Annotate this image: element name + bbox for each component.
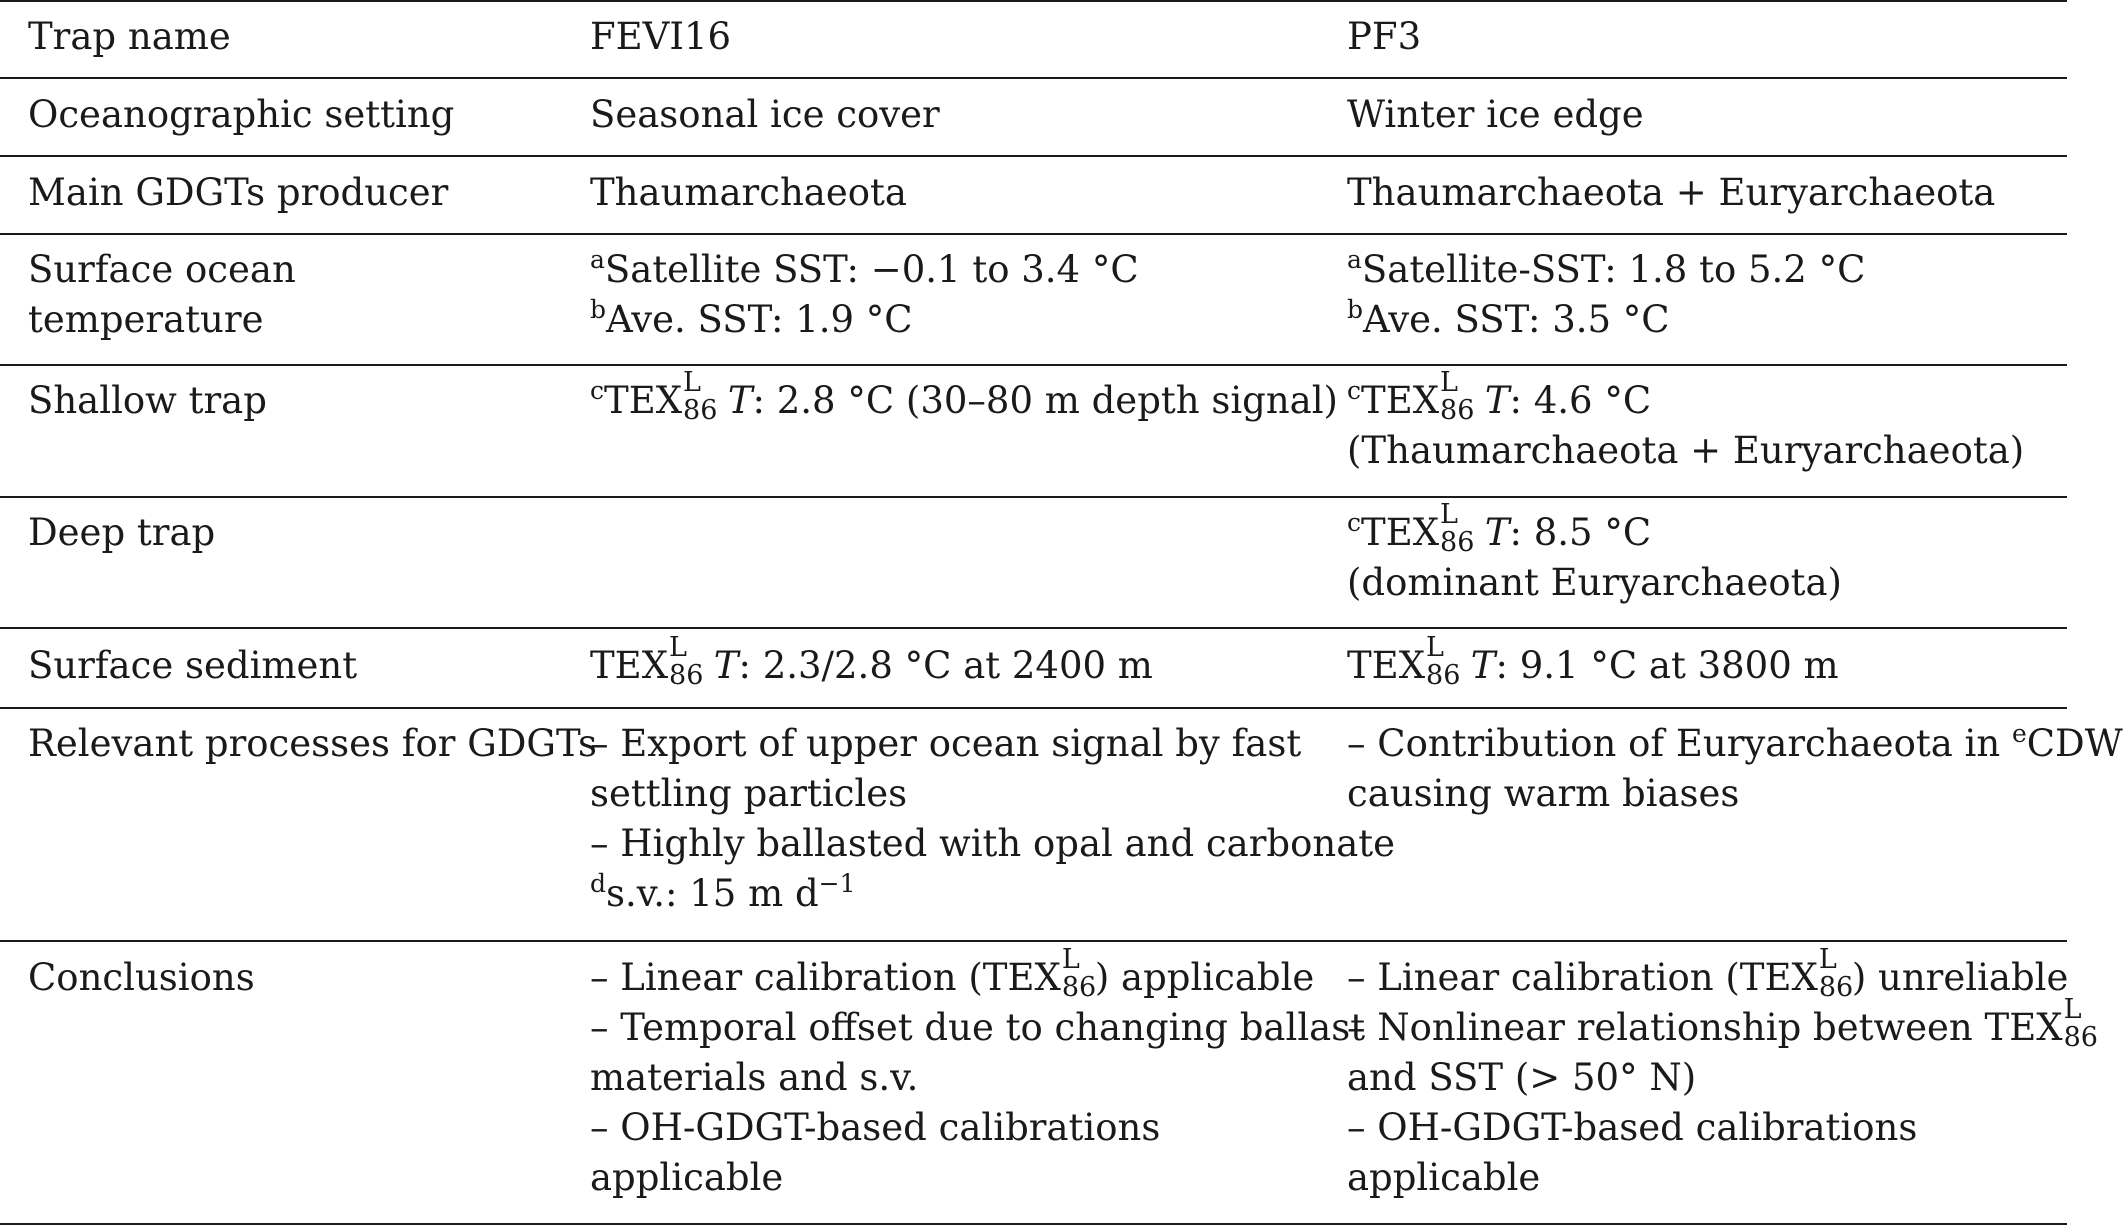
cell-text: ) unreliable [1851, 956, 2069, 999]
cell-fevi16 [590, 245, 1139, 345]
variable-t: T [1470, 644, 1496, 687]
row-label: Oceanographic setting [28, 93, 455, 136]
tex-sub: 86 [2063, 1022, 2098, 1053]
tex-sup: L [1440, 499, 1458, 530]
cell-line: – Temporal offset due to changing ballast [590, 1006, 1366, 1049]
cell-line [590, 632, 1153, 691]
cell-line [590, 367, 1338, 426]
footnote-mark: b [590, 295, 607, 324]
tex-index [1425, 632, 1461, 691]
row-label-line: Surface ocean [28, 248, 296, 291]
cell-text: CDW [2026, 722, 2123, 765]
footnote-mark: c [1347, 508, 1362, 537]
cell-text: Satellite SST: −0.1 to 3.4 °C [604, 248, 1139, 291]
cell-pf3 [1347, 245, 1865, 345]
row-label: Relevant processes for GDGTs [28, 722, 597, 765]
row-divider [0, 364, 2067, 366]
row-label-line: temperature [28, 298, 264, 341]
cell-line: – OH-GDGT-based calibrations [1347, 1106, 1918, 1149]
cell-fevi16 [590, 719, 1395, 919]
cell-text: s.v.: 15 m d [606, 872, 819, 915]
exponent: −1 [818, 869, 856, 898]
cell-text: – Contribution of Euryarchaeota in [1347, 722, 2012, 765]
header-fevi16: FEVI16 [590, 15, 732, 58]
footnote-mark: a [590, 245, 605, 274]
tex-sub: 86 [1818, 972, 1854, 1003]
tex-index [1439, 367, 1475, 426]
cell-line [1347, 719, 2123, 769]
row-divider [0, 155, 2067, 157]
tex-sup: L [683, 367, 701, 398]
cell-pf3 [1347, 367, 2025, 476]
row-label: Conclusions [28, 956, 255, 999]
row-divider [0, 940, 2067, 942]
row-label: Surface sediment [28, 644, 358, 687]
cell-line [1347, 994, 2098, 1053]
tex-symbol: TEX [1361, 379, 1440, 422]
cell-line [1347, 499, 1842, 558]
tex-index [1818, 944, 1854, 1003]
cell-text: : 2.3/2.8 °C at 2400 m [738, 644, 1153, 687]
tex-sup: L [669, 632, 687, 663]
cell-line: – Highly ballasted with opal and carbonate [590, 822, 1396, 865]
variable-t: T [1484, 511, 1510, 554]
cell-pf3 [1347, 499, 1842, 608]
cell-line [590, 944, 1365, 1003]
tex-sub: 86 [1440, 527, 1475, 558]
tex-symbol: TEX [1347, 644, 1426, 687]
table-top-rule [0, 0, 2067, 2]
cell-line: applicable [590, 1156, 784, 1199]
row-divider [0, 707, 2067, 709]
cell-pf3 [1347, 719, 2123, 819]
cell-line [1347, 632, 1839, 691]
row-label: Shallow trap [28, 379, 267, 422]
cell-line: (Thaumarchaeota + Euryarchaeota) [1347, 429, 2025, 472]
tex-symbol: TEX [604, 379, 683, 422]
tex-sub: 86 [1440, 395, 1475, 426]
tex-sub: 86 [1426, 660, 1461, 691]
cell-line [590, 295, 1139, 345]
cell-pf3 [1347, 944, 2098, 1203]
cell-fevi16 [590, 632, 1153, 691]
footnote-mark: d [590, 869, 607, 898]
cell-text: ) applicable [1094, 956, 1315, 999]
header-trap-name: Trap name [28, 15, 231, 58]
cell-line: materials and s.v. [590, 1056, 919, 1099]
cell-line: (dominant Euryarchaeota) [1347, 561, 1842, 604]
footnote-mark: b [1347, 295, 1364, 324]
cell-line: settling particles [590, 772, 908, 815]
cell-text: : 8.5 °C [1509, 511, 1652, 554]
variable-t: T [1484, 379, 1510, 422]
cell-line: – OH-GDGT-based calibrations [590, 1106, 1161, 1149]
cell-line: – Export of upper ocean signal by fast [590, 722, 1302, 765]
cell-line: causing warm biases [1347, 772, 1740, 815]
variable-t: T [713, 644, 739, 687]
tex-index [2063, 994, 2098, 1053]
tex-sup: L [1440, 367, 1458, 398]
cell-text: Ave. SST: 3.5 °C [1363, 298, 1670, 341]
cell-line [1347, 944, 2097, 1003]
footnote-mark: c [590, 376, 605, 405]
row-divider [0, 627, 2067, 629]
footnote-mark: c [1347, 376, 1362, 405]
row-divider [0, 233, 2067, 235]
cell-fevi16 [590, 367, 1338, 426]
tex-index [1061, 944, 1097, 1003]
tex-symbol: TEX [590, 644, 669, 687]
tex-sub: 86 [669, 660, 704, 691]
tex-sup: L [1818, 944, 1837, 975]
cell-line [590, 245, 1139, 295]
row-label: Deep trap [28, 511, 216, 554]
cell-fevi16: Thaumarchaeota [590, 171, 907, 214]
cell-line [1347, 367, 2024, 426]
variable-t: T [727, 379, 753, 422]
cell-text: – Linear calibration (TEX [1347, 956, 1818, 999]
cell-fevi16: Seasonal ice cover [590, 93, 940, 136]
cell-line: applicable [1347, 1156, 1541, 1199]
tex-index [682, 367, 718, 426]
tex-index [668, 632, 704, 691]
cell-text: : 4.6 °C [1509, 379, 1652, 422]
cell-line [1347, 245, 1865, 295]
cell-text: – Nonlinear relationship between TEX [1347, 1006, 2063, 1049]
tex-sub: 86 [683, 395, 718, 426]
tex-sup: L [2063, 994, 2082, 1025]
tex-sup: L [1061, 944, 1080, 975]
tex-symbol: TEX [1361, 511, 1440, 554]
row-label [28, 245, 296, 345]
cell-pf3: Winter ice edge [1347, 93, 1644, 136]
row-divider [0, 77, 2067, 79]
cell-text: – Linear calibration (TEX [590, 956, 1061, 999]
tex-index [1439, 499, 1475, 558]
cell-fevi16 [590, 944, 1366, 1203]
footnote-mark: a [1347, 245, 1362, 274]
cell-pf3 [1347, 632, 1839, 691]
cell-line: and SST (> 50° N) [1347, 1056, 1697, 1099]
cell-line [1347, 295, 1865, 345]
table-bottom-rule [0, 1223, 2067, 1225]
cell-pf3: Thaumarchaeota + Euryarchaeota [1347, 171, 1996, 214]
row-label: Main GDGTs producer [28, 171, 449, 214]
tex-sup: L [1426, 632, 1444, 663]
footnote-mark: e [2011, 719, 2027, 748]
cell-text: : 9.1 °C at 3800 m [1495, 644, 1839, 687]
header-pf3: PF3 [1347, 15, 1422, 58]
cell-text: Ave. SST: 1.9 °C [606, 298, 913, 341]
cell-text: : 2.8 °C (30–80 m depth signal) [752, 379, 1338, 422]
cell-line [590, 869, 1395, 919]
cell-text: Satellite-SST: 1.8 to 5.2 °C [1361, 248, 1866, 291]
tex-sub: 86 [1061, 972, 1097, 1003]
row-divider [0, 496, 2067, 498]
